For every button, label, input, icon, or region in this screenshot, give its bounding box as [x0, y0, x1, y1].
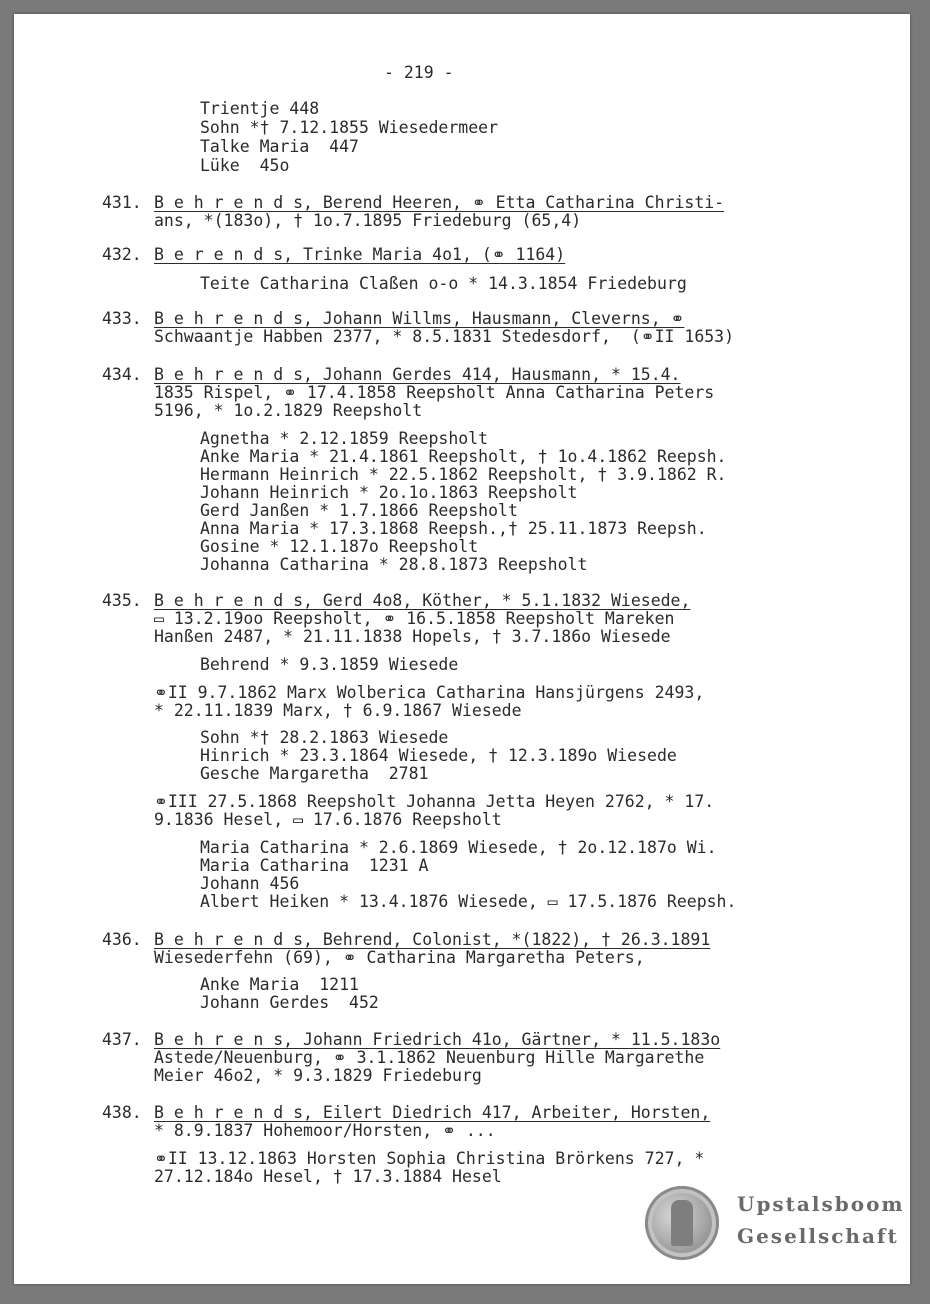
- text-line: Talke Maria 447: [200, 137, 359, 156]
- entry-number: 432.: [102, 245, 142, 264]
- child-line: Albert Heiken * 13.4.1876 Wiesede, ▭ 17.5.1876 Reepsh.: [200, 892, 737, 911]
- text-line: Schwaantje Habben 2377, * 8.5.1831 Stedesdorf, (⚭II 1653): [154, 327, 735, 346]
- text-line: Teite Catharina Claßen o-o * 14.3.1854 Friedeburg: [200, 274, 687, 293]
- entry-number: 434.: [102, 365, 142, 384]
- text-line: 1835 Rispel, ⚭ 17.4.1858 Reepsholt Anna Catharina Peters: [154, 383, 715, 402]
- text-line: ▭ 13.2.19oo Reepsholt, ⚭ 16.5.1858 Reepsholt Mareken: [154, 609, 675, 628]
- text-line: Meier 46o2, * 9.3.1829 Friedeburg: [154, 1066, 482, 1085]
- child-line: Johann 456: [200, 874, 300, 893]
- child-line: Anke Maria 1211: [200, 975, 359, 994]
- document-page: [14, 14, 910, 1284]
- entry-heading: B e h r e n d s, Eilert Diedrich 417, Arbeiter, Horsten,: [154, 1103, 711, 1122]
- child-line: Behrend * 9.3.1859 Wiesede: [200, 655, 459, 674]
- text-line: Astede/Neuenburg, ⚭ 3.1.1862 Neuenburg Hille Margarethe: [154, 1048, 705, 1067]
- child-line: Johanna Catharina * 28.8.1873 Reepsholt: [200, 555, 588, 574]
- text-line: Sohn *† 7.12.1855 Wiesedermeer: [200, 118, 499, 137]
- child-line: Gesche Margaretha 2781: [200, 764, 429, 783]
- entry-heading: B e h r e n d s, Johann Gerdes 414, Hausmann, * 15.4.: [154, 365, 681, 384]
- child-line: Anna Maria * 17.3.1868 Reepsh.,† 25.11.1873 Reepsh.: [200, 519, 707, 538]
- page-number: - 219 -: [384, 63, 454, 82]
- text-line: Hanßen 2487, * 21.11.1838 Hopels, † 3.7.186o Wiesede: [154, 627, 671, 646]
- text-line: 9.1836 Hesel, ▭ 17.6.1876 Reepsholt: [154, 810, 502, 829]
- child-line: Johann Heinrich * 2o.1o.1863 Reepsholt: [200, 483, 578, 502]
- entry-number: 431.: [102, 193, 142, 212]
- marriage-line: ⚭II 9.7.1862 Marx Wolberica Catharina Hansjürgens 2493,: [154, 683, 705, 702]
- entry-number: 438.: [102, 1103, 142, 1122]
- child-line: Johann Gerdes 452: [200, 993, 379, 1012]
- child-line: Maria Catharina * 2.6.1869 Wiesede, † 2o.12.187o Wi.: [200, 838, 717, 857]
- child-line: Hinrich * 23.3.1864 Wiesede, † 12.3.189o Wiesede: [200, 746, 677, 765]
- entry-heading: B e h r e n d s, Behrend, Colonist, *(1822), † 26.3.1891: [154, 930, 711, 949]
- entry-heading: B e h r e n d s, Gerd 4o8, Köther, * 5.1.1832 Wiesede,: [154, 591, 691, 610]
- entry-number: 433.: [102, 309, 142, 328]
- child-line: Anke Maria * 21.4.1861 Reepsholt, † 1o.4.1862 Reepsh.: [200, 447, 727, 466]
- seal-icon: [645, 1186, 719, 1260]
- text-line: * 22.11.1839 Marx, † 6.9.1867 Wiesede: [154, 701, 522, 720]
- logo-line1: Upstalsboom: [737, 1192, 905, 1216]
- entry-heading: B e h r e n d s, Berend Heeren, ⚭ Etta Catharina Christi-: [154, 193, 725, 212]
- child-line: Hermann Heinrich * 22.5.1862 Reepsholt, † 3.9.1862 R.: [200, 465, 727, 484]
- text-line: 5196, * 1o.2.1829 Reepsholt: [154, 401, 423, 420]
- text-line: * 8.9.1837 Hohemoor/Horsten, ⚭ ...: [154, 1121, 496, 1140]
- logo-line2: Gesellschaft: [737, 1224, 899, 1248]
- child-line: Agnetha * 2.12.1859 Reepsholt: [200, 429, 489, 448]
- marriage-line: ⚭II 13.12.1863 Horsten Sophia Christina Brörkens 727, *: [154, 1149, 705, 1168]
- upstalsboom-logo: [645, 1186, 905, 1262]
- text-line: Trientje 448: [200, 99, 320, 118]
- text-line: 27.12.184o Hesel, † 17.3.1884 Hesel: [154, 1167, 502, 1186]
- entry-number: 436.: [102, 930, 142, 949]
- text-line: Wiesederfehn (69), ⚭ Catharina Margaretha Peters,: [154, 948, 645, 967]
- entry-heading: B e h r e n d s, Johann Willms, Hausmann, Cleverns, ⚭: [154, 309, 685, 328]
- child-line: Gosine * 12.1.187o Reepsholt: [200, 537, 479, 556]
- entry-heading: B e h r e n s, Johann Friedrich 41o, Gärtner, * 11.5.183o: [154, 1030, 721, 1049]
- entry-number: 437.: [102, 1030, 142, 1049]
- child-line: Gerd Janßen * 1.7.1866 Reepsholt: [200, 501, 518, 520]
- marriage-line: ⚭III 27.5.1868 Reepsholt Johanna Jetta Heyen 2762, * 17.: [154, 792, 715, 811]
- child-line: Sohn *† 28.2.1863 Wiesede: [200, 728, 449, 747]
- child-line: Maria Catharina 1231 A: [200, 856, 429, 875]
- entry-number: 435.: [102, 591, 142, 610]
- text-line: Lüke 45o: [200, 156, 290, 175]
- entry-heading: B e r e n d s, Trinke Maria 4o1, (⚭ 1164): [154, 245, 566, 264]
- text-line: ans, *(183o), † 1o.7.1895 Friedeburg (65,4): [154, 211, 582, 230]
